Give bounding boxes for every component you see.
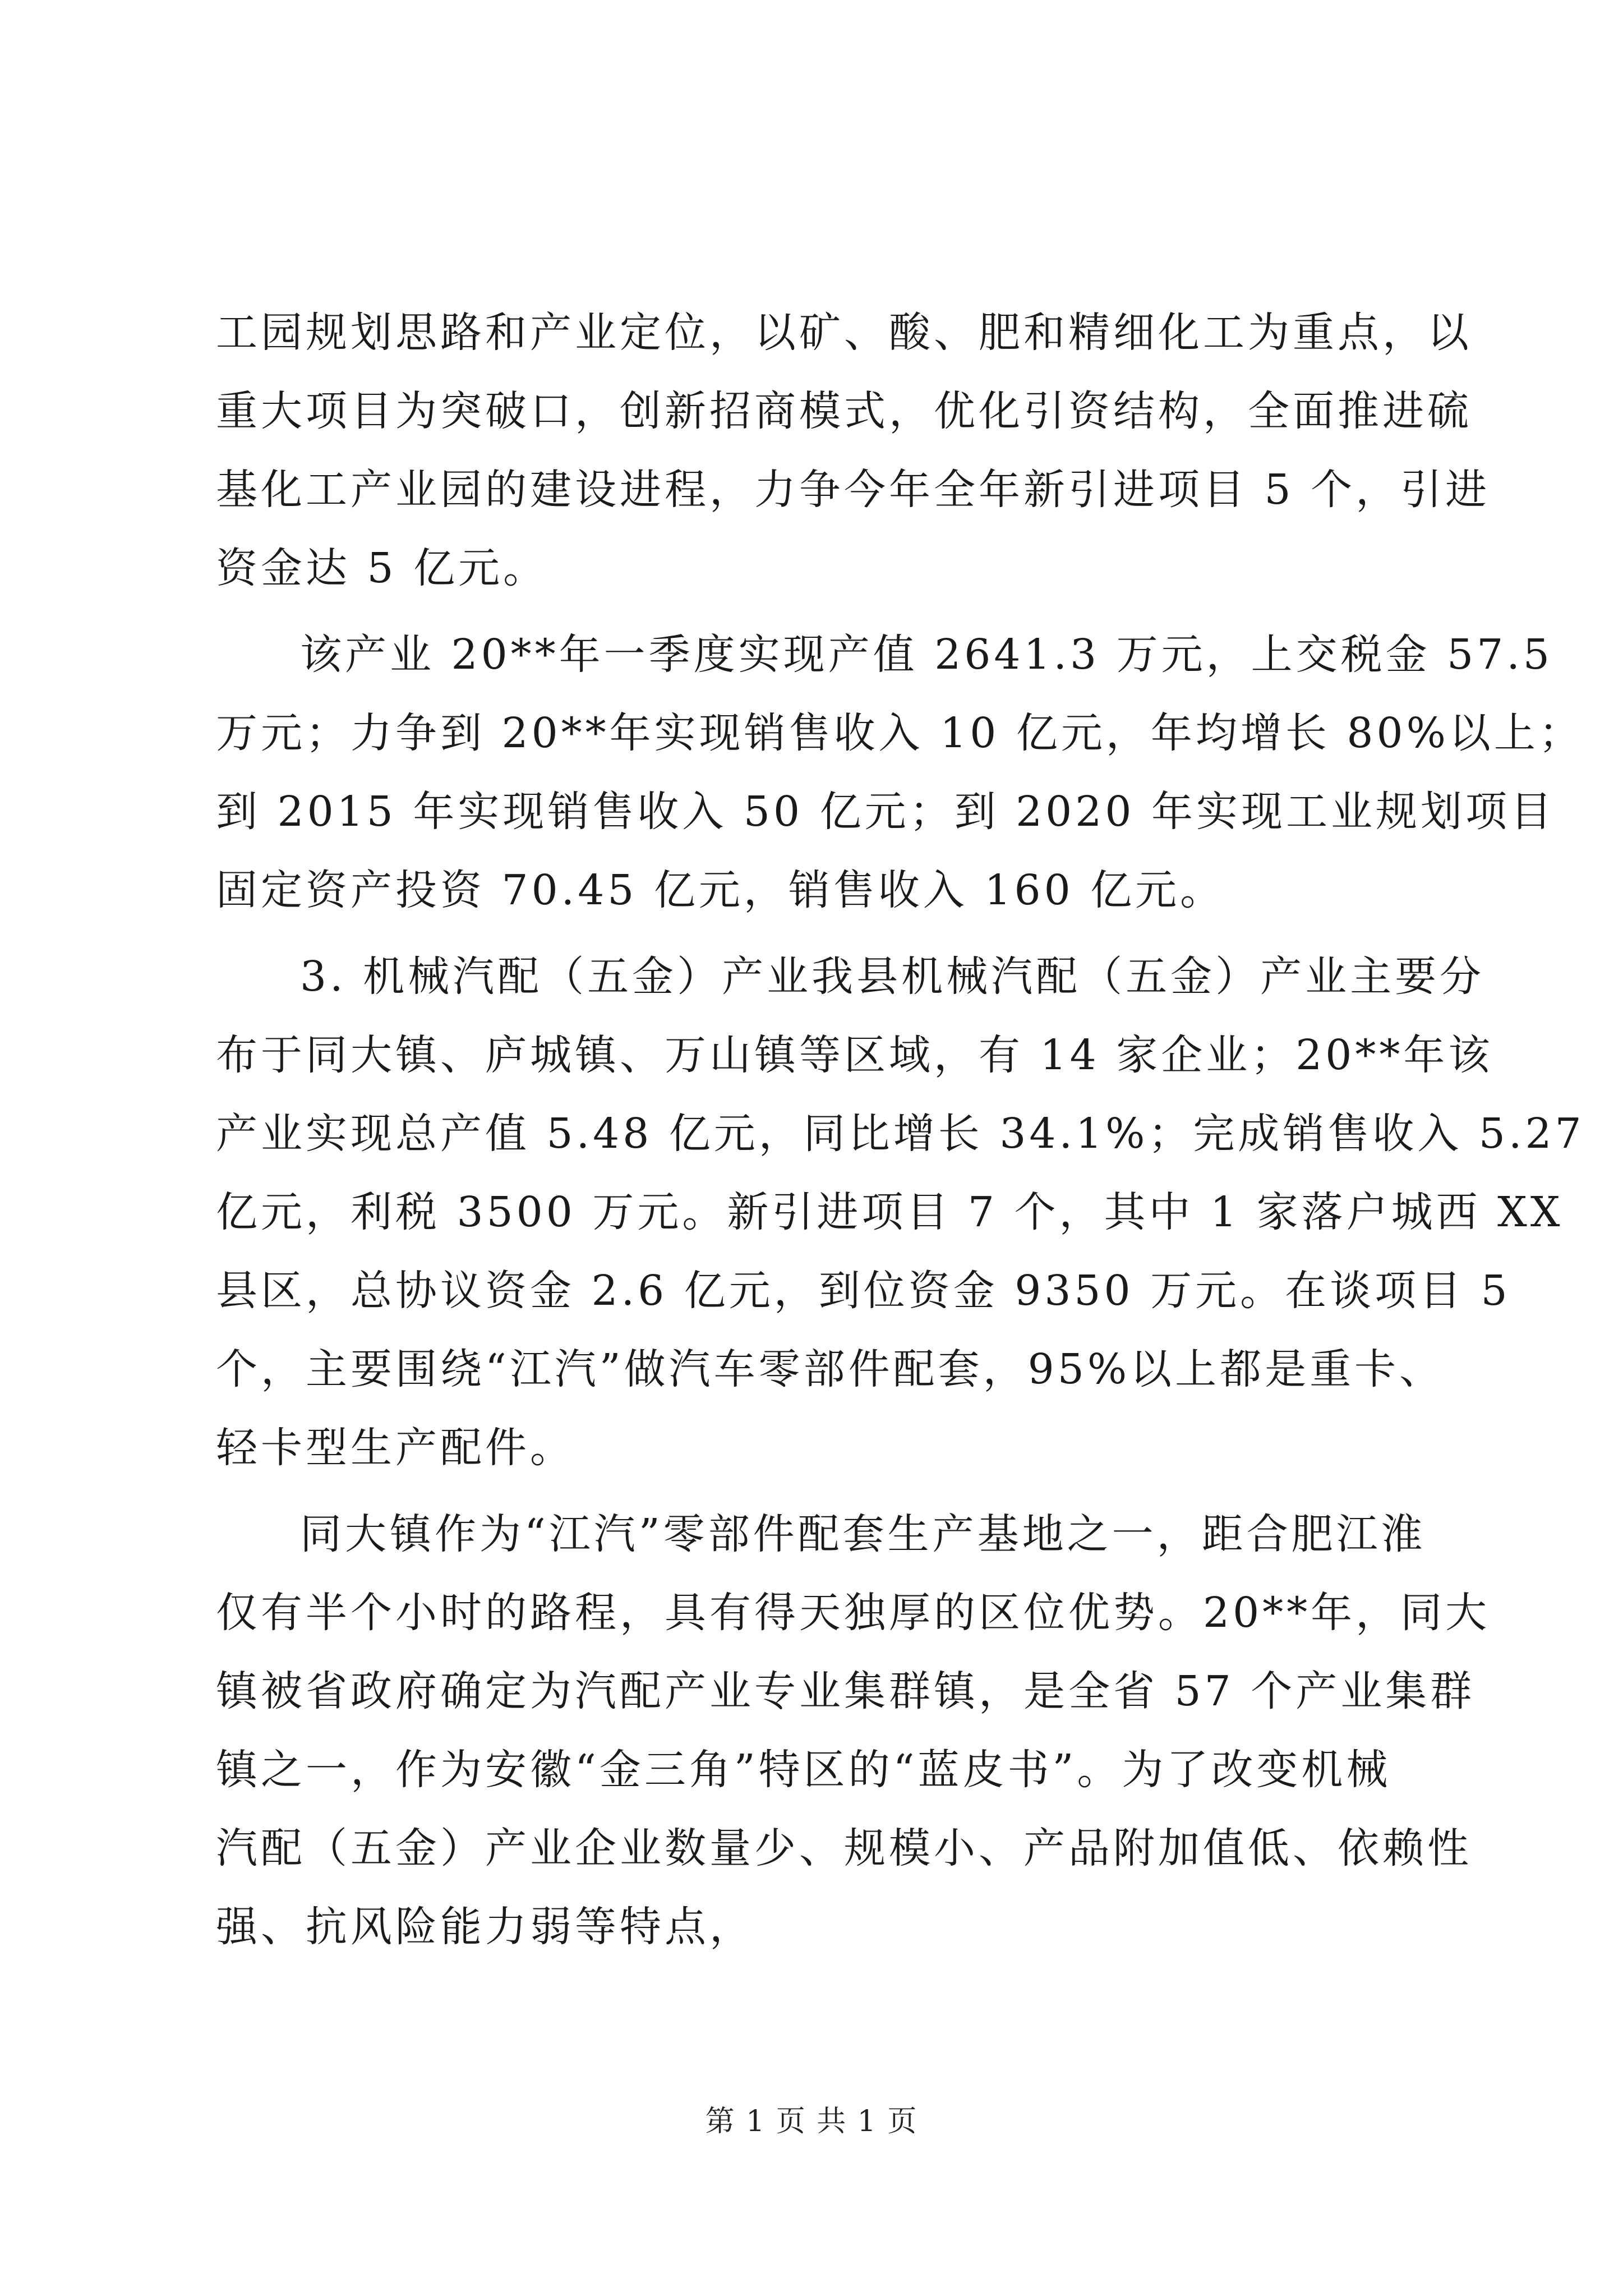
paragraph-3-line-4: 亿元，利税 3500 万元。新引进项目 7 个，其中 1 家落户城西 XX	[216, 1188, 1564, 1236]
paragraph-4-line-5: 汽配（五金）产业企业数量少、规模小、产品附加值低、依赖性	[216, 1824, 1472, 1872]
page-footer: 第 1 页 共 1 页	[705, 2105, 918, 2138]
paragraph-4-line-1: 同大镇作为“江汽”零部件配套生产基地之一，距合肥江淮	[300, 1510, 1426, 1558]
paragraph-4-line-3: 镇被省政府确定为汽配产业专业集群镇，是全省 57 个产业集群	[216, 1667, 1476, 1715]
paragraph-3-line-3: 产业实现总产值 5.48 亿元，同比增长 34.1%；完成销售收入 5.27	[216, 1110, 1585, 1158]
paragraph-4-line-6: 强、抗风险能力弱等特点，	[216, 1903, 754, 1951]
paragraph-1-line-2: 重大项目为突破口，创新招商模式，优化引资结构，全面推进硫	[216, 387, 1472, 435]
paragraph-3-line-1: 3. 机械汽配（五金）产业我县机械汽配（五金）产业主要分	[300, 953, 1485, 1001]
paragraph-2-line-2: 万元；力争到 20**年实现销售收入 10 亿元，年均增长 80%以上；	[216, 709, 1584, 757]
paragraph-2-line-1: 该产业 20**年一季度实现产值 2641.3 万元，上交税金 57.5	[300, 631, 1553, 679]
paragraph-3-line-6: 个，主要围绕“江汽”做汽车零部件配套，95%以上都是重卡、	[216, 1345, 1445, 1393]
paragraph-1-line-4: 资金达 5 亿元。	[216, 544, 548, 592]
paragraph-2-line-4: 固定资产投资 70.45 亿元，销售收入 160 亿元。	[216, 866, 1225, 914]
paragraph-3-line-7: 轻卡型生产配件。	[216, 1424, 575, 1472]
paragraph-1-line-3: 基化工产业园的建设进程，力争今年全年新引进项目 5 个，引进	[216, 466, 1491, 514]
paragraph-3-line-2: 布于同大镇、庐城镇、万山镇等区域，有 14 家企业；20**年该	[216, 1031, 1493, 1079]
paragraph-2-line-3: 到 2015 年实现销售收入 50 亿元；到 2020 年实现工业规划项目	[216, 788, 1555, 836]
paragraph-3-line-5: 县区，总协议资金 2.6 亿元，到位资金 9350 万元。在谈项目 5	[216, 1267, 1511, 1315]
paragraph-4-line-4: 镇之一，作为安徽“金三角”特区的“蓝皮书”。为了改变机械	[216, 1746, 1391, 1794]
paragraph-1-line-1: 工园规划思路和产业定位，以矿、酸、肥和精细化工为重点，以	[216, 309, 1472, 357]
paragraph-4-line-2: 仅有半个小时的路程，具有得天独厚的区位优势。20**年，同大	[216, 1589, 1491, 1637]
